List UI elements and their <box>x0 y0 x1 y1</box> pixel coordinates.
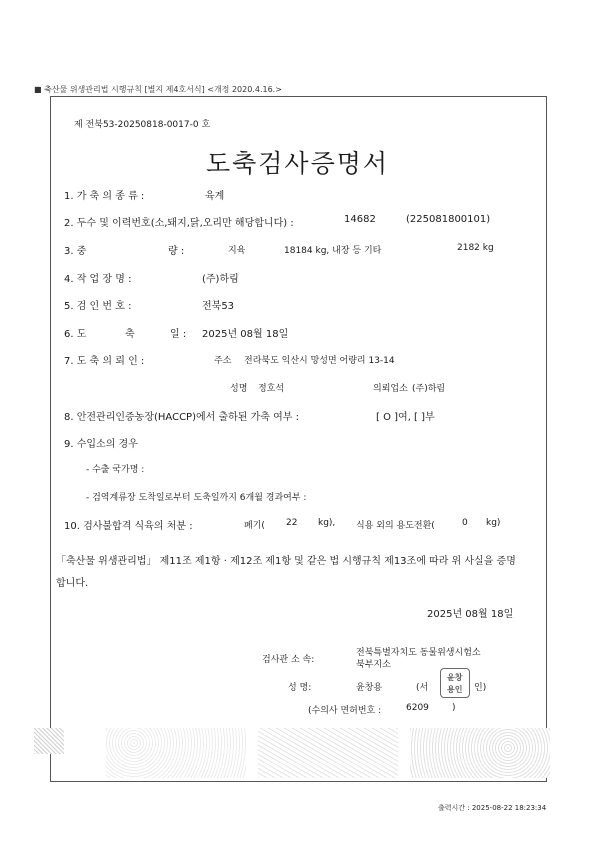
export-country-label: - 수출 국가명 : <box>86 465 145 475</box>
animal-type-label: 1. 가 축 의 종 류 : <box>64 191 145 202</box>
convert-label: 식용 외의 용도전환( <box>356 521 435 531</box>
seal-text-1: 윤창 <box>447 673 463 682</box>
head-count-label: 2. 두수 및 이력번호(소,돼지,닭,오리만 해당합니다) : <box>64 218 294 229</box>
weight-label: 3. 중 <box>64 246 87 257</box>
weight-label-2: 량 : <box>168 246 185 257</box>
slaughter-date-value: 2025년 08월 18일 <box>202 329 289 340</box>
approval-number-label: 5. 검 인 번 호 : <box>64 301 132 312</box>
license-number-close: ) <box>452 703 456 713</box>
head-count-value: 14682 <box>344 214 376 225</box>
requester-name-label: 성명 <box>230 384 248 394</box>
quarantine-period-label: - 검역계류장 도착일로부터 도축일까지 6개월 경과여부 : <box>86 493 307 503</box>
security-pattern-1 <box>34 728 64 754</box>
inspector-name-value: 윤창용 <box>356 683 383 693</box>
security-pattern-2 <box>106 728 246 778</box>
carcass-weight-value: 18184 kg, 내장 등 기타 <box>284 246 382 256</box>
legal-basis-text: 「축산물 위생관리법」 제11조 제1항 · 제12조 제1항 및 같은 법 시행규칙 제13조에 따라 위 사실을 증명 <box>56 556 516 567</box>
requester-address-value: 전라북도 익산시 망성면 어량리 13-14 <box>244 356 395 366</box>
inspector-org-value-2: 북부지소 <box>356 660 391 670</box>
inspector-name-label: 성 명: <box>288 683 312 693</box>
signature-close: 인) <box>474 683 487 693</box>
print-timestamp: 출력시간 : 2025-08-22 18:23:34 <box>438 804 547 812</box>
slaughter-date-label: 6. 도 <box>64 329 87 340</box>
trace-number-value: (225081800101) <box>406 214 491 225</box>
page-title: 도축검사증명서 <box>205 149 390 178</box>
slaughter-date-label-2: 축 <box>125 329 135 340</box>
requester-name-value: 정호석 <box>258 384 285 394</box>
form-reference: ■ 축산물 위생관리법 시행규칙 [별지 제4호서식] <개정 2020.4.16.> <box>34 85 282 94</box>
requester-label: 7. 도 축 의 뢰 인 : <box>64 356 145 367</box>
haccp-value: [ O ]여, [ ]부 <box>376 412 435 423</box>
convert-value: 0 <box>462 518 468 528</box>
requester-company-value: (주)하림 <box>412 384 446 394</box>
workplace-label: 4. 작 업 장 명 : <box>64 274 132 285</box>
issue-date: 2025년 08월 18일 <box>427 609 514 620</box>
haccp-label: 8. 안전관리인증농장(HACCP)에서 출하된 가축 여부 : <box>64 412 300 423</box>
legal-basis-text-2: 합니다. <box>56 578 89 589</box>
license-number-value: 6209 <box>406 703 429 713</box>
slaughter-date-label-3: 일 : <box>170 329 187 340</box>
carcass-label: 지육 <box>228 246 246 256</box>
inspector-org-label: 검사관 소 속: <box>262 655 315 665</box>
inspector-org-value: 전북특별자치도 동물위생시험소 <box>356 648 481 658</box>
approval-number-value: 전북53 <box>202 301 235 312</box>
discard-value: 22 <box>286 518 298 528</box>
animal-type-value: 육계 <box>205 191 225 202</box>
inspector-seal-stamp <box>440 668 470 698</box>
import-label: 9. 수입소의 경우 <box>64 439 138 450</box>
seal-text-2: 용인 <box>447 685 463 694</box>
workplace-value: (주)하림 <box>202 274 239 285</box>
security-pattern-4 <box>410 728 550 778</box>
license-number-label: (수의사 면허번호 : <box>308 706 382 716</box>
signature-open: (서 <box>416 683 429 693</box>
requester-address-label: 주소 <box>214 356 232 366</box>
document-number: 제 전북53-20250818-0017-0 호 <box>74 120 211 130</box>
requester-company-label: 의뢰업소 <box>373 384 408 394</box>
disposal-label: 10. 검사불합격 식육의 처분 : <box>64 521 193 532</box>
other-weight-value: 2182 kg <box>457 243 494 253</box>
discard-label: 폐기( <box>244 521 265 531</box>
security-pattern-3 <box>258 728 398 778</box>
discard-unit: kg), <box>318 518 336 528</box>
convert-unit: kg) <box>486 518 501 528</box>
